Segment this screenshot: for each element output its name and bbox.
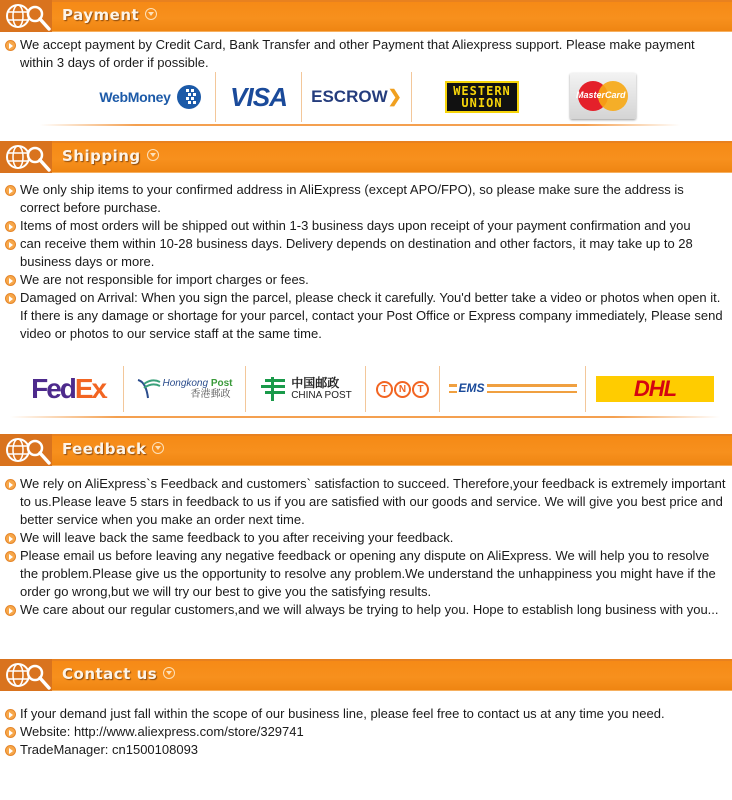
bullet-arrow-icon — [5, 745, 16, 756]
mastercard-logo: MasterCard — [568, 72, 638, 120]
tnt-logo: T N T — [366, 366, 440, 412]
shipping-logos — [14, 366, 724, 412]
list-item: Damaged on Arrival: When you sign the parcel, please check it carefully. You'd better take a video or photos when open it. If there is any damage or shortage for your parcel, contact your Post Office or Express company immediately, Please send video or photos to our service staff at the same time. — [0, 289, 732, 343]
divider — [40, 124, 680, 126]
payment-header — [0, 0, 732, 32]
list-item: If your demand just fall within the scope of our business line, please feel free to contact us at any time you need. — [0, 705, 732, 723]
list-item: can receive them within 10-28 business days. Delivery depends on destination and other factors, it may take up to 28 business days or more. — [0, 235, 732, 271]
list-item: We are not responsible for import charges or fees. — [0, 271, 732, 289]
feedback-text — [0, 475, 732, 619]
section-title: Contact us — [62, 665, 175, 683]
escrow-logo: ESCROW ❯ — [302, 72, 412, 122]
webmoney-logo: WebMoney — [86, 72, 216, 122]
bullet-arrow-icon — [5, 727, 16, 738]
payment-text — [0, 36, 732, 72]
chevron-down-icon[interactable] — [145, 8, 157, 20]
china-post-emblem-icon — [259, 376, 287, 402]
list-item: We rely on AliExpress`s Feedback and customers` satisfaction to succeed. Therefore,your feedback is extremely important to us.Please leave 5 stars in feedback to us if you are satisfied with our goods and service. We will give you best price and better service when you make an order next time. — [0, 475, 732, 529]
list-item: We accept payment by Credit Card, Bank Transfer and other Payment that Aliexpress support. Please make payment within 3 days of order if possible. — [0, 36, 732, 72]
feedback-header — [0, 434, 732, 466]
globe-search-icon — [0, 141, 52, 173]
visa-logo: VISA — [216, 72, 302, 122]
chevron-down-icon[interactable] — [163, 667, 175, 679]
payment-logos — [86, 72, 556, 122]
section-title: Feedback — [62, 440, 164, 458]
contact-text — [0, 705, 732, 759]
webmoney-globe-icon — [176, 84, 202, 110]
bullet-arrow-icon — [5, 185, 16, 196]
list-item — [0, 723, 732, 741]
bullet-arrow-icon — [5, 221, 16, 232]
shipping-header — [0, 141, 732, 173]
globe-search-icon — [0, 0, 52, 32]
list-item: Please email us before leaving any negative feedback or opening any dispute on AliExpress. We will help you to resolve the problem.Please give us the opportunity to resolve any problem.We understand the unhappiness you might have if the order go wrong,but we will try our best to give you the satisfying results. — [0, 547, 732, 601]
shipping-text — [0, 181, 732, 343]
bullet-arrow-icon — [5, 479, 16, 490]
contact-header — [0, 659, 732, 691]
bullet-arrow-icon — [5, 293, 16, 304]
list-item: We care about our regular customers,and we will always be trying to help you. Hope to establish long business with you... — [0, 601, 732, 619]
bullet-arrow-icon — [5, 40, 16, 51]
bullet-arrow-icon — [5, 709, 16, 720]
divider — [10, 416, 720, 418]
bullet-arrow-icon — [5, 551, 16, 562]
list-item: We will leave back the same feedback to you after receiving your feedback. — [0, 529, 732, 547]
chevron-down-icon[interactable] — [152, 442, 164, 454]
section-title: Payment — [62, 6, 157, 24]
bullet-arrow-icon — [5, 275, 16, 286]
list-item: Items of most orders will be shipped out within 1-3 business days upon receipt of your payment confirmation and you — [0, 217, 732, 235]
western-union-logo: WESTERN UNION — [412, 72, 552, 122]
ems-logo: EMS — [440, 366, 586, 412]
globe-search-icon — [0, 434, 52, 466]
chevron-down-icon[interactable] — [147, 149, 159, 161]
bullet-arrow-icon — [5, 533, 16, 544]
globe-search-icon — [0, 659, 52, 691]
list-item: TradeManager: cn1500108093 — [0, 741, 732, 759]
hongkong-post-logo: Hongkong Post 香港郵政 — [124, 366, 246, 412]
bullet-arrow-icon — [5, 605, 16, 616]
dhl-logo: DHL — [586, 366, 724, 412]
bullet-arrow-icon — [5, 239, 16, 250]
list-item: We only ship items to your confirmed address in AliExpress (except APO/FPO), so please make sure the address is correct before purchase. — [0, 181, 732, 217]
china-post-logo: 中国邮政 CHINA POST — [246, 366, 366, 412]
fedex-logo: FedEx. — [14, 366, 124, 412]
website-link[interactable]: Website: http://www.aliexpress.com/store/329741 — [20, 724, 304, 739]
hongkong-post-bird-icon — [136, 376, 162, 402]
section-title: Shipping — [62, 147, 159, 165]
